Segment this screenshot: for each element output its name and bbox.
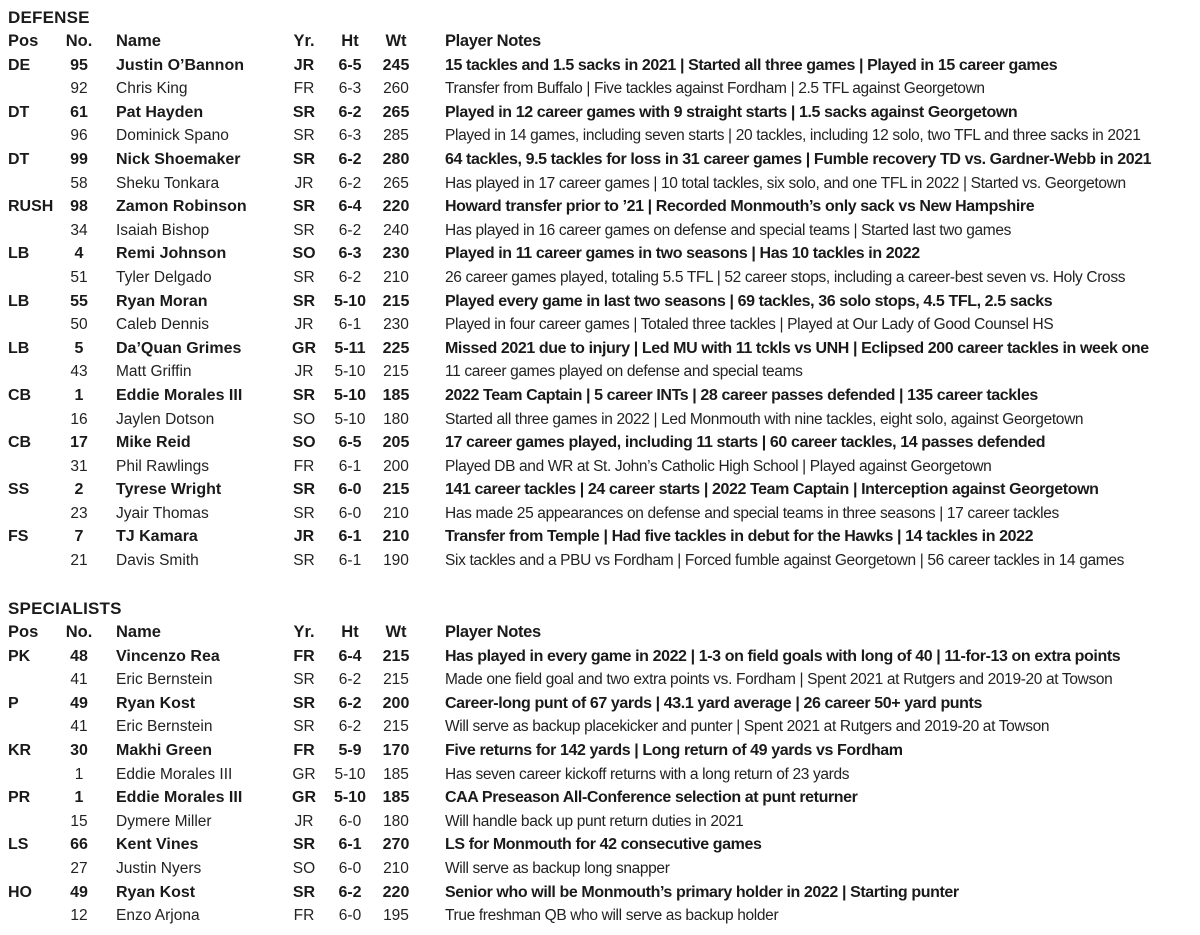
backup-row xyxy=(8,668,1192,692)
number-cell: 17 xyxy=(70,434,88,452)
backup-row xyxy=(8,857,1192,881)
height-cell: 6-5 xyxy=(338,434,362,452)
weight-cell: 230 xyxy=(382,245,410,263)
height-cell: 5-9 xyxy=(338,741,362,759)
number-cell: 55 xyxy=(70,292,88,310)
player-notes-cell: Played in 12 career games with 9 straight starts | 1.5 sacks against Georgetown xyxy=(445,103,1018,121)
player-notes-cell: Career-long punt of 67 yards | 43.1 yard average | 26 career 50+ yard punts xyxy=(445,694,982,712)
player-name-cell: Vincenzo Rea xyxy=(116,647,220,665)
player-name-cell: Tyler Delgado xyxy=(116,268,212,286)
player-name-cell: Justin Nyers xyxy=(116,859,202,877)
number-cell: 92 xyxy=(70,80,88,98)
height-cell: 6-1 xyxy=(338,552,362,570)
player-name-cell: Pat Hayden xyxy=(116,103,204,121)
height-cell: 6-3 xyxy=(338,245,362,263)
backup-row xyxy=(8,455,1192,479)
player-notes-cell: Played in 14 games, including seven starts | 20 tackles, including 12 solo, two TFL and three sacks in 2021 xyxy=(445,127,1141,145)
height-cell: 6-2 xyxy=(338,671,362,689)
player-name-cell: Jyair Thomas xyxy=(116,504,209,522)
column-header-row xyxy=(8,30,1192,54)
player-name-cell: Eddie Morales III xyxy=(116,765,233,783)
player-notes-cell: Senior who will be Monmouth’s primary holder in 2022 | Starting punter xyxy=(445,883,959,901)
starter-row xyxy=(8,148,1192,172)
player-name-cell: Ryan Kost xyxy=(116,883,196,901)
height-cell: 5-10 xyxy=(334,410,366,428)
player-name-cell: Matt Griffin xyxy=(116,363,192,381)
weight-cell: 210 xyxy=(382,528,410,546)
number-cell: 58 xyxy=(70,174,88,192)
weight-cell: 200 xyxy=(382,694,410,712)
backup-row xyxy=(8,502,1192,526)
year-cell: SR xyxy=(293,718,315,736)
weight-cell: 195 xyxy=(383,907,409,925)
year-cell: SO xyxy=(292,859,316,877)
number-cell: 51 xyxy=(70,268,88,286)
year-cell: SR xyxy=(293,268,315,286)
height-cell: 6-0 xyxy=(338,907,362,925)
weight-cell: 215 xyxy=(383,671,409,689)
year-cell: SR xyxy=(292,836,316,854)
year-cell: JR xyxy=(294,316,314,334)
year-cell: FR xyxy=(293,647,315,665)
number-cell: 49 xyxy=(70,883,88,901)
player-notes-cell: Will serve as backup long snapper xyxy=(445,859,670,877)
weight-cell: 190 xyxy=(383,552,409,570)
number-cell: 41 xyxy=(70,718,88,736)
weight-cell: 185 xyxy=(382,789,410,807)
player-name-cell: Chris King xyxy=(116,80,188,98)
position-cell: DT xyxy=(8,103,30,121)
height-cell: 6-0 xyxy=(338,481,362,499)
player-name-cell: Enzo Arjona xyxy=(116,907,200,925)
year-cell: JR xyxy=(294,363,314,381)
height-cell: 6-2 xyxy=(338,150,362,168)
number-cell: 31 xyxy=(70,457,88,475)
weight-cell: 170 xyxy=(382,741,410,759)
year-cell: SR xyxy=(292,883,316,901)
backup-row xyxy=(8,904,1192,928)
number-cell: 7 xyxy=(74,528,84,546)
height-cell: 5-10 xyxy=(334,765,366,783)
year-cell: FR xyxy=(293,741,315,759)
year-cell: JR xyxy=(294,812,314,830)
position-cell: LB xyxy=(8,292,30,310)
backup-row xyxy=(8,124,1192,148)
year-cell: SR xyxy=(292,198,316,216)
weight-cell: 180 xyxy=(383,410,409,428)
height-cell: 6-2 xyxy=(338,268,362,286)
position-cell: FS xyxy=(8,528,29,546)
year-cell: SR xyxy=(292,103,316,121)
year-cell: SR xyxy=(292,694,316,712)
height-cell: 5-10 xyxy=(334,363,366,381)
number-cell: 23 xyxy=(70,504,88,522)
player-notes-cell: 11 career games played on defense and special teams xyxy=(445,363,803,381)
height-cell: 6-0 xyxy=(338,812,362,830)
player-name-cell: Eddie Morales III xyxy=(116,789,243,807)
position-cell: LB xyxy=(8,245,30,263)
number-cell: 41 xyxy=(70,671,88,689)
number-cell: 96 xyxy=(70,127,88,145)
number-cell: 98 xyxy=(70,198,88,216)
player-name-cell: Eddie Morales III xyxy=(116,386,243,404)
height-cell: 6-2 xyxy=(338,103,362,121)
year-cell: JR xyxy=(293,528,315,546)
section-title: SPECIALISTS xyxy=(8,599,122,618)
player-name-cell: Remi Johnson xyxy=(116,245,227,263)
player-notes-cell: Played DB and WR at St. John’s Catholic High School | Played against Georgetown xyxy=(445,457,992,475)
backup-row xyxy=(8,172,1192,196)
weight-cell: 230 xyxy=(383,316,409,334)
backup-row xyxy=(8,408,1192,432)
number-cell: 50 xyxy=(70,316,88,334)
player-notes-cell: Has played in 17 career games | 10 total tackles, six solo, and one TFL in 2022 | Started vs. Georgetown xyxy=(445,174,1126,192)
column-header-weight: Wt xyxy=(385,623,407,641)
player-name-cell: Nick Shoemaker xyxy=(116,150,241,168)
weight-cell: 185 xyxy=(383,765,409,783)
year-cell: SR xyxy=(293,504,315,522)
height-cell: 6-2 xyxy=(338,221,362,239)
column-header-height: Ht xyxy=(341,32,359,50)
starter-row xyxy=(8,478,1192,502)
weight-cell: 240 xyxy=(383,221,409,239)
player-notes-cell: Six tackles and a PBU vs Fordham | Forced fumble against Georgetown | 56 career tackles in 14 games xyxy=(445,552,1124,570)
starter-row xyxy=(8,54,1192,78)
number-cell: 34 xyxy=(70,221,88,239)
player-name-cell: Davis Smith xyxy=(116,552,199,570)
weight-cell: 215 xyxy=(382,292,410,310)
position-cell: KR xyxy=(8,741,32,759)
player-name-cell: Dymere Miller xyxy=(116,812,212,830)
height-cell: 5-10 xyxy=(333,789,367,807)
year-cell: SR xyxy=(292,292,316,310)
weight-cell: 215 xyxy=(383,718,409,736)
height-cell: 6-1 xyxy=(338,457,362,475)
column-header-player-notes: Player Notes xyxy=(445,623,541,641)
height-cell: 6-4 xyxy=(338,647,362,665)
height-cell: 6-3 xyxy=(338,80,362,98)
year-cell: SR xyxy=(292,386,316,404)
starter-row xyxy=(8,786,1192,810)
player-notes-cell: 26 career games played, totaling 5.5 TFL | 52 career stops, including a career-best seven vs. Holy Cross xyxy=(445,268,1126,286)
starter-row xyxy=(8,692,1192,716)
player-notes-cell: Made one field goal and two extra points vs. Fordham | Spent 2021 at Rutgers and 2019-20 at Towson xyxy=(445,671,1113,689)
column-header-player-name: Name xyxy=(116,32,161,50)
player-name-cell: Justin O’Bannon xyxy=(116,56,244,74)
player-name-cell: Da’Quan Grimes xyxy=(116,339,242,357)
number-cell: 27 xyxy=(70,859,88,877)
player-notes-cell: Will serve as backup placekicker and punter | Spent 2021 at Rutgers and 2019-20 at Towson xyxy=(445,718,1050,736)
starter-row xyxy=(8,290,1192,314)
height-cell: 6-1 xyxy=(338,528,362,546)
player-name-cell: Isaiah Bishop xyxy=(116,221,210,239)
starter-row xyxy=(8,242,1192,266)
starter-row xyxy=(8,645,1192,669)
year-cell: SR xyxy=(292,481,316,499)
player-notes-cell: Five returns for 142 yards | Long return of 49 yards vs Fordham xyxy=(445,741,903,759)
player-notes-cell: Transfer from Temple | Had five tackles in debut for the Hawks | 14 tackles in 2022 xyxy=(445,528,1034,546)
weight-cell: 210 xyxy=(383,268,409,286)
number-cell: 99 xyxy=(70,150,88,168)
position-cell: LS xyxy=(8,836,29,854)
player-notes-cell: Howard transfer prior to ’21 | Recorded Monmouth’s only sack vs New Hampshire xyxy=(445,198,1035,216)
year-cell: SR xyxy=(292,150,316,168)
number-cell: 5 xyxy=(74,339,84,357)
section-title: DEFENSE xyxy=(8,8,90,27)
number-cell: 1 xyxy=(74,765,84,783)
player-name-cell: Eric Bernstein xyxy=(116,718,213,736)
year-cell: JR xyxy=(293,56,315,74)
weight-cell: 215 xyxy=(382,647,410,665)
position-cell: LB xyxy=(8,339,30,357)
player-name-cell: Jaylen Dotson xyxy=(116,410,215,428)
position-cell: CB xyxy=(8,386,32,404)
height-cell: 6-2 xyxy=(338,174,362,192)
number-cell: 30 xyxy=(70,741,88,759)
number-cell: 12 xyxy=(70,907,88,925)
weight-cell: 210 xyxy=(383,859,409,877)
player-name-cell: Caleb Dennis xyxy=(116,316,210,334)
weight-cell: 210 xyxy=(383,504,409,522)
starter-row xyxy=(8,431,1192,455)
column-header-year: Yr. xyxy=(293,623,315,641)
number-cell: 43 xyxy=(70,363,88,381)
column-header-weight: Wt xyxy=(385,32,407,50)
player-name-cell: Sheku Tonkara xyxy=(116,174,220,192)
player-notes-cell: Has played in every game in 2022 | 1-3 on field goals with long of 40 | 11-for-13 on extra points xyxy=(445,647,1121,665)
height-cell: 5-11 xyxy=(334,339,366,357)
weight-cell: 270 xyxy=(382,836,410,854)
player-name-cell: Zamon Robinson xyxy=(116,198,247,216)
specialists-section xyxy=(8,597,1192,928)
player-name-cell: Ryan Kost xyxy=(116,694,196,712)
player-notes-cell: 2022 Team Captain | 5 career INTs | 28 career passes defended | 135 career tackles xyxy=(445,386,1038,404)
height-cell: 6-4 xyxy=(338,198,362,216)
weight-cell: 185 xyxy=(382,386,410,404)
backup-row xyxy=(8,77,1192,101)
weight-cell: 280 xyxy=(382,150,410,168)
player-notes-cell: True freshman QB who will serve as backup holder xyxy=(445,907,779,925)
year-cell: SO xyxy=(292,410,316,428)
position-cell: DT xyxy=(8,150,30,168)
position-cell: RUSH xyxy=(8,198,54,216)
starter-row xyxy=(8,384,1192,408)
player-name-cell: Ryan Moran xyxy=(116,292,208,310)
column-header-position: Pos xyxy=(8,623,39,641)
number-cell: 2 xyxy=(74,481,84,499)
weight-cell: 200 xyxy=(383,457,409,475)
year-cell: SR xyxy=(293,127,315,145)
weight-cell: 215 xyxy=(383,363,409,381)
player-name-cell: Mike Reid xyxy=(116,434,191,452)
year-cell: SR xyxy=(293,671,315,689)
backup-row xyxy=(8,266,1192,290)
column-header-player-name: Name xyxy=(116,623,161,641)
position-cell: DE xyxy=(8,56,31,74)
player-notes-cell: Played in four career games | Totaled three tackles | Played at Our Lady of Good Counsel HS xyxy=(445,316,1054,334)
column-header-row xyxy=(8,621,1192,645)
number-cell: 16 xyxy=(70,410,88,428)
number-cell: 49 xyxy=(70,694,88,712)
starter-row xyxy=(8,525,1192,549)
height-cell: 6-2 xyxy=(338,883,362,901)
year-cell: GR xyxy=(292,339,316,357)
height-cell: 6-5 xyxy=(338,56,362,74)
backup-row xyxy=(8,810,1192,834)
year-cell: FR xyxy=(293,80,315,98)
player-notes-cell: Transfer from Buffalo | Five tackles against Fordham | 2.5 TFL against Georgetown xyxy=(445,80,985,98)
number-cell: 1 xyxy=(74,789,84,807)
player-notes-cell: Has played in 16 career games on defense and special teams | Started last two games xyxy=(445,221,1012,239)
number-cell: 48 xyxy=(70,647,88,665)
starter-row xyxy=(8,101,1192,125)
weight-cell: 245 xyxy=(382,56,410,74)
weight-cell: 225 xyxy=(382,339,410,357)
starter-row xyxy=(8,833,1192,857)
starter-row xyxy=(8,739,1192,763)
weight-cell: 220 xyxy=(382,883,410,901)
column-header-height: Ht xyxy=(341,623,359,641)
player-notes-cell: 64 tackles, 9.5 tackles for loss in 31 career games | Fumble recovery TD vs. Gardner-Webb in 2021 xyxy=(445,150,1152,168)
player-notes-cell: Has seven career kickoff returns with a long return of 23 yards xyxy=(445,765,850,783)
year-cell: SR xyxy=(293,552,315,570)
player-name-cell: Dominick Spano xyxy=(116,127,229,145)
column-header-year: Yr. xyxy=(293,32,315,50)
number-cell: 66 xyxy=(70,836,88,854)
player-name-cell: Kent Vines xyxy=(116,836,199,854)
number-cell: 21 xyxy=(70,552,88,570)
column-header-number: No. xyxy=(65,623,93,641)
player-notes-cell: Has made 25 appearances on defense and special teams in three seasons | 17 career tackles xyxy=(445,504,1059,522)
weight-cell: 215 xyxy=(382,481,410,499)
player-notes-cell: Will handle back up punt return duties in 2021 xyxy=(445,812,744,830)
player-name-cell: Makhi Green xyxy=(116,741,213,759)
defense-section xyxy=(8,6,1192,573)
height-cell: 6-2 xyxy=(338,718,362,736)
column-header-player-notes: Player Notes xyxy=(445,32,541,50)
player-notes-cell: 15 tackles and 1.5 sacks in 2021 | Started all three games | Played in 15 career games xyxy=(445,56,1058,74)
player-notes-cell: CAA Preseason All-Conference selection at punt returner xyxy=(445,789,858,807)
backup-row xyxy=(8,715,1192,739)
weight-cell: 285 xyxy=(383,127,409,145)
height-cell: 6-1 xyxy=(338,316,362,334)
number-cell: 61 xyxy=(70,103,88,121)
year-cell: FR xyxy=(293,457,315,475)
player-name-cell: Tyrese Wright xyxy=(116,481,222,499)
player-notes-cell: Started all three games in 2022 | Led Monmouth with nine tackles, eight solo, against Georgetown xyxy=(445,410,1084,428)
year-cell: GR xyxy=(292,789,316,807)
year-cell: SO xyxy=(292,245,316,263)
weight-cell: 260 xyxy=(383,80,409,98)
position-cell: HO xyxy=(8,883,32,901)
number-cell: 1 xyxy=(74,386,84,404)
height-cell: 5-10 xyxy=(333,386,367,404)
starter-row xyxy=(8,337,1192,361)
player-notes-cell: LS for Monmouth for 42 consecutive games xyxy=(445,836,762,854)
year-cell: SR xyxy=(293,221,315,239)
position-cell: P xyxy=(8,694,19,712)
weight-cell: 180 xyxy=(383,812,409,830)
starter-row xyxy=(8,195,1192,219)
height-cell: 5-10 xyxy=(333,292,367,310)
player-notes-cell: 17 career games played, including 11 starts | 60 career tackles, 14 passes defended xyxy=(445,434,1046,452)
player-notes-cell: Missed 2021 due to injury | Led MU with 11 tckls vs UNH | Eclipsed 200 career tackles in week one xyxy=(445,339,1149,357)
weight-cell: 265 xyxy=(382,103,410,121)
backup-row xyxy=(8,360,1192,384)
number-cell: 15 xyxy=(70,812,88,830)
year-cell: GR xyxy=(292,765,316,783)
player-name-cell: Phil Rawlings xyxy=(116,457,210,475)
player-name-cell: Eric Bernstein xyxy=(116,671,213,689)
player-notes-cell: 141 career tackles | 24 career starts | 2022 Team Captain | Interception against Georgetown xyxy=(445,481,1099,499)
year-cell: FR xyxy=(293,907,315,925)
backup-row xyxy=(8,219,1192,243)
position-cell: SS xyxy=(8,481,30,499)
height-cell: 6-2 xyxy=(338,694,362,712)
column-header-position: Pos xyxy=(8,32,39,50)
player-notes-cell: Played in 11 career games in two seasons | Has 10 tackles in 2022 xyxy=(445,245,920,263)
position-cell: CB xyxy=(8,434,32,452)
year-cell: SO xyxy=(292,434,316,452)
height-cell: 6-0 xyxy=(338,859,362,877)
starter-row xyxy=(8,881,1192,905)
weight-cell: 265 xyxy=(383,174,409,192)
height-cell: 6-1 xyxy=(338,836,362,854)
weight-cell: 205 xyxy=(382,434,410,452)
position-cell: PR xyxy=(8,789,31,807)
weight-cell: 220 xyxy=(382,198,410,216)
height-cell: 6-3 xyxy=(338,127,362,145)
player-name-cell: TJ Kamara xyxy=(116,528,198,546)
player-notes-cell: Played every game in last two seasons | 69 tackles, 36 solo stops, 4.5 TFL, 2.5 sacks xyxy=(445,292,1053,310)
height-cell: 6-0 xyxy=(338,504,362,522)
backup-row xyxy=(8,313,1192,337)
number-cell: 95 xyxy=(70,56,88,74)
backup-row xyxy=(8,763,1192,787)
backup-row xyxy=(8,549,1192,573)
number-cell: 4 xyxy=(74,245,84,263)
year-cell: JR xyxy=(294,174,314,192)
column-header-number: No. xyxy=(65,32,93,50)
position-cell: PK xyxy=(8,647,31,665)
